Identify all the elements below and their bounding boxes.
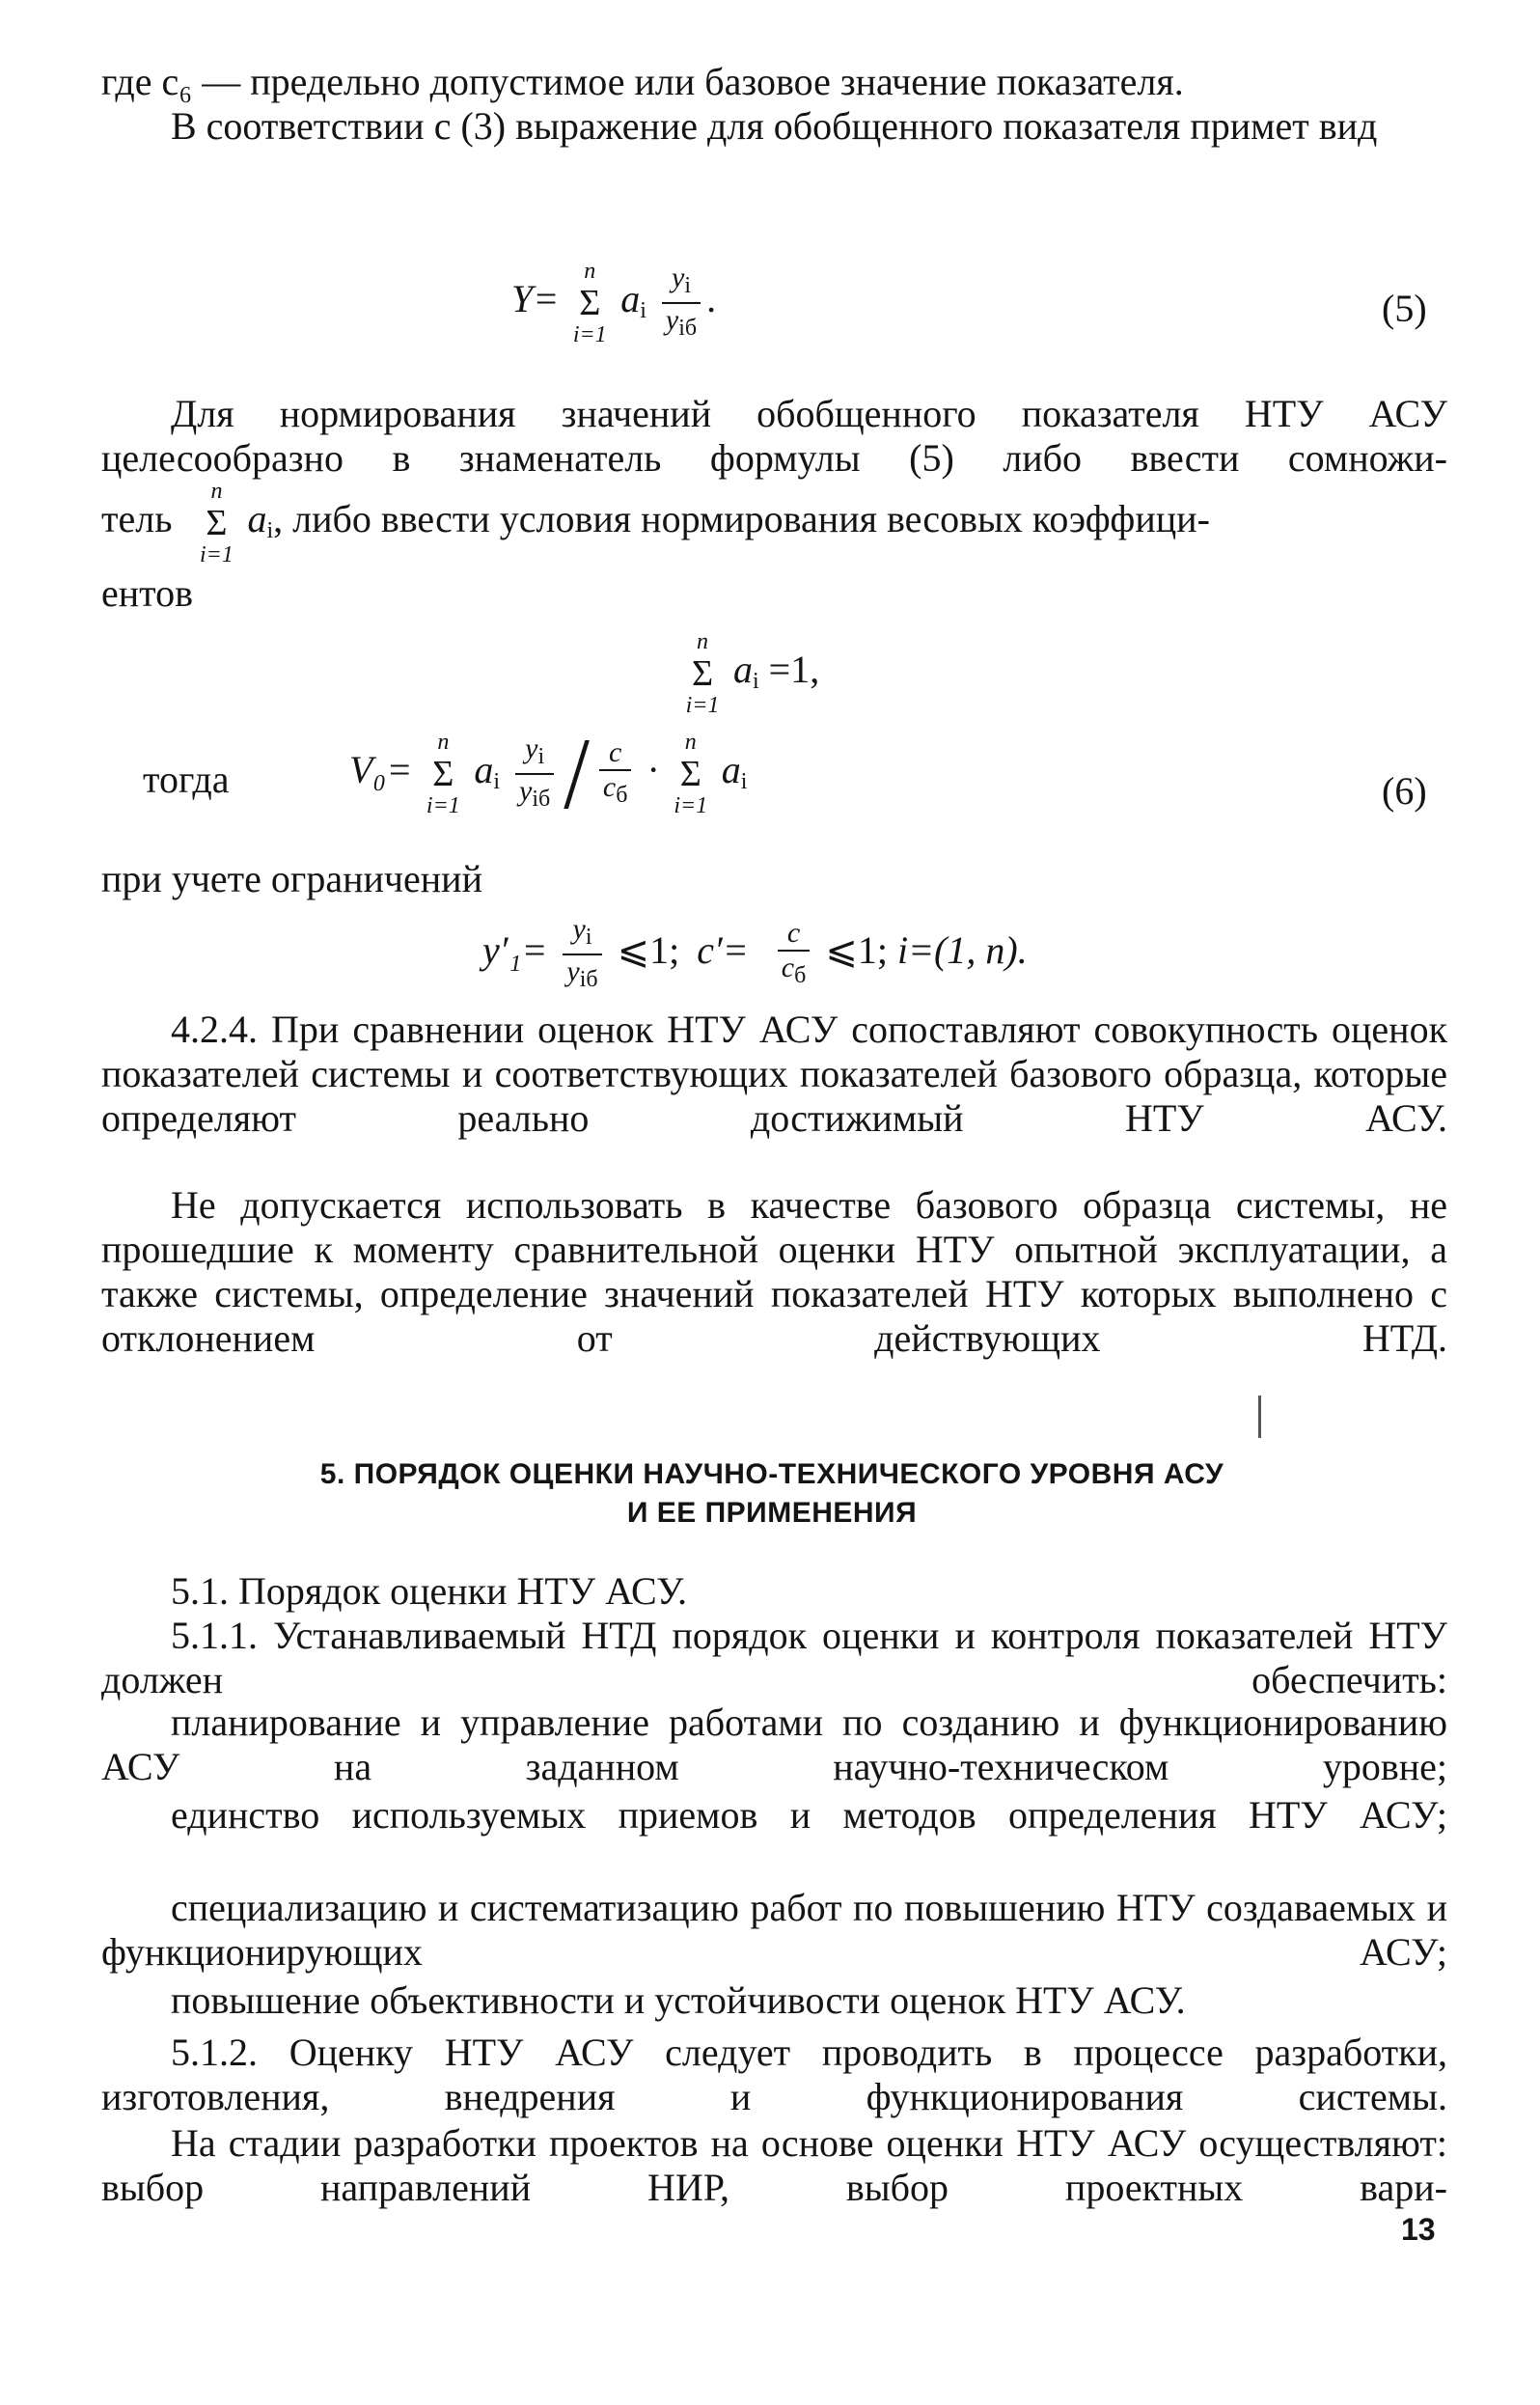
list-item-planning: планирование и управление работами по созданию и функционированию АСУ на заданном научно-техническом уровне; [101, 1700, 1447, 1788]
formula-5-lhs: Y= [511, 277, 560, 321]
formula-6: V₀= n Σ i=1 $a_i$ $\frac{y_i}{y_{iб}}$ / $\frac{c}{c_б}$ · n Σ i=1 $a_i$ [349, 716, 748, 831]
list-item-unity: единство используемых приемов и методов определения НТУ АСУ; [171, 1793, 1447, 1837]
paragraph-constraints-intro: при учете ограничений [101, 857, 482, 900]
formula-normalization: n Σ i=1 $a_i =1$, [685, 629, 820, 718]
formula-constraints: y′₁= $\frac{y_i}{y_{iб}}$ ⩽1; c′= $\frac{c}{c_б}$ ⩽1; i=(1, n). [482, 913, 1028, 996]
paragraph-coefficients-word: ентов [101, 571, 193, 615]
equation-number-5: (5) [1382, 287, 1427, 330]
paragraph-5-1-1: 5.1.1. Устанавливаемый НТД порядок оценки и контроля показателей НТУ должен обеспечить: [101, 1614, 1447, 1701]
formula-5: Y= n Σ i=1 $a_i$ $\frac{y_i}{y_{iб}}$ . [511, 259, 717, 347]
inline-sum-line: тель n Σ i=1 $a_i$, либо ввести условия нормирования весовых коэффици- [101, 479, 1210, 567]
page-number: 13 [1401, 2212, 1436, 2247]
section-heading-line2: И ЕЕ ПРИМЕНЕНИЯ [626, 1497, 918, 1529]
scan-mark [1258, 1396, 1261, 1438]
fraction-y-over-yb: $\frac{y_i}{y_{iб}}$ [662, 262, 701, 345]
equation-number-6: (6) [1382, 769, 1427, 813]
paragraph-normalization: Для нормирования значений обобщенного показателя НТУ АСУ целесообразно в знаменатель формулы (5) либо ввести сомножи- [101, 392, 1447, 480]
paragraph-4-2-4: 4.2.4. При сравнении оценок НТУ АСУ сопоставляют совокупность оценок показателей системы и соответствующих показателей базового образца, которые определяют реально достижимый НТУ АСУ. [101, 1008, 1447, 1140]
paragraph-generalized-indicator: В соответствии с (3) выражение для обобщенного показателя примет вид [171, 104, 1378, 148]
paragraph-cb-definition: где c₆ — предельно допустимое или базовое значение показателя. [101, 60, 1184, 103]
paragraph-design-stage: На стадии разработки проектов на основе оценки НТУ АСУ осуществляют: выбор направлений НИР, выбор проектных вари- [101, 2121, 1447, 2209]
paragraph-5-1: 5.1. Порядок оценки НТУ АСУ. [171, 1569, 687, 1613]
word-togda: тогда [143, 758, 230, 801]
section-heading-line1: 5. ПОРЯДОК ОЦЕНКИ НАУЧНО-ТЕХНИЧЕСКОГО УРОВНЯ АСУ [319, 1458, 1224, 1490]
paragraph-5-1-2: 5.1.2. Оценку НТУ АСУ следует проводить в процессе разработки, изготовления, внедрения и функционирования системы. [101, 2031, 1447, 2118]
sum-operator: n Σ i=1 [572, 259, 607, 347]
list-item-objectivity: повышение объективности и устойчивости оценок НТУ АСУ. [171, 1978, 1186, 2022]
paragraph-not-allowed: Не допускается использовать в качестве базового образца системы, не прошедшие к моменту сравнительной оценки НТУ опытной эксплуатации, а также системы, определение значений показателей НТУ которых выполнено с отклонением от действующих НТД. [101, 1183, 1447, 1360]
list-item-specialization: специализацию и систематизацию работ по повышению НТУ создаваемых и функционирующих АСУ; [101, 1886, 1447, 1974]
